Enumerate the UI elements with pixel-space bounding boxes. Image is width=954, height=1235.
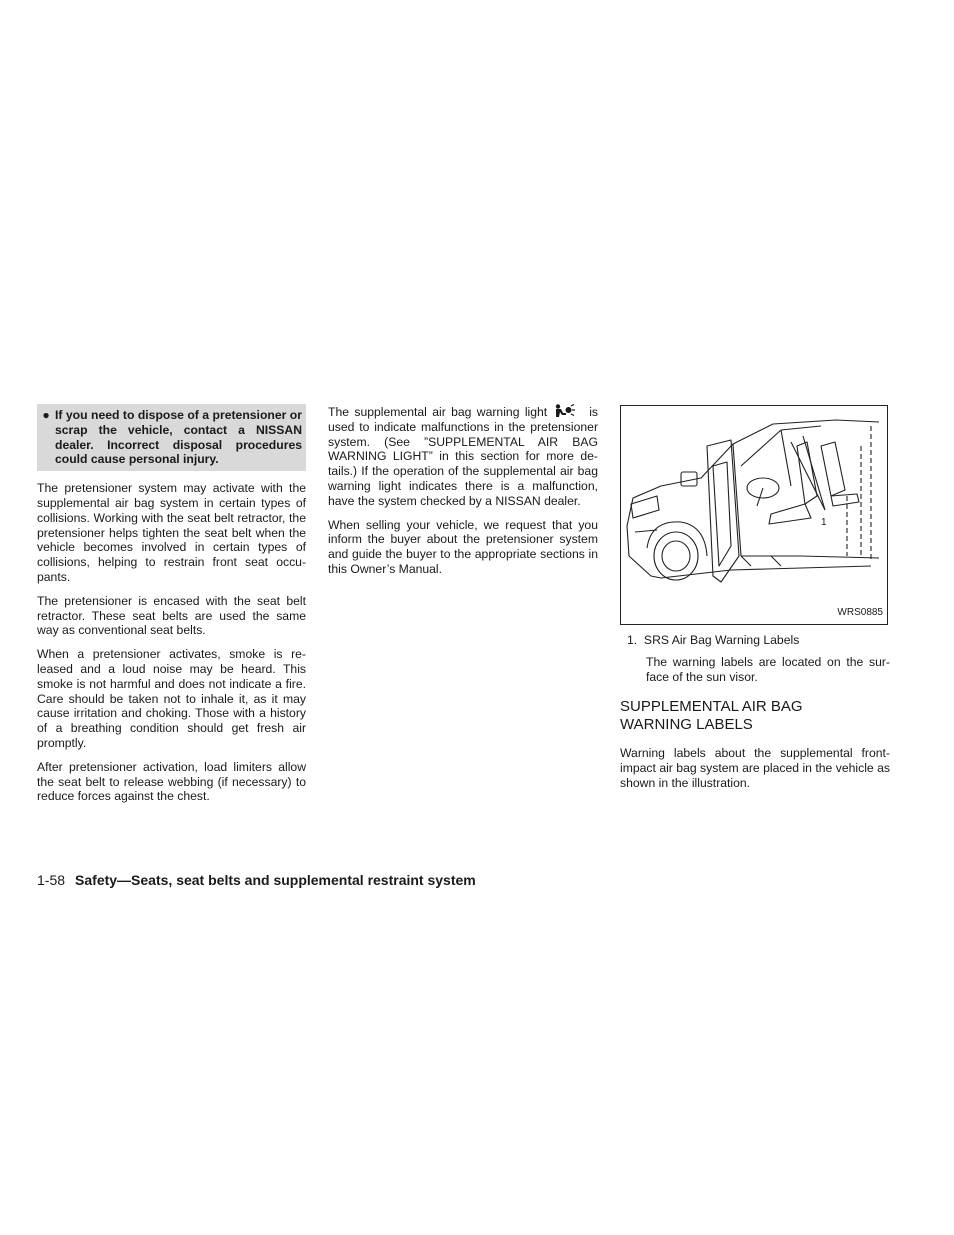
bullet-icon: ● xyxy=(42,408,50,422)
figure-caption: 1. SRS Air Bag Warning Labels xyxy=(627,633,800,647)
paragraph xyxy=(328,404,598,509)
left-column xyxy=(37,404,306,813)
paragraph: When a pretensioner activates, smoke is re-leased and a loud noise may be heard. This smoke is not harmful and does not indicate a fire. Care should be taken not to inhale it, as it may cause irritation and choking. Those with a history of a breathing condition should get fresh air promptly. xyxy=(37,647,306,750)
vehicle-illustration xyxy=(620,405,888,625)
warning-box xyxy=(37,404,306,471)
paragraph-text: The supplemental air bag warning light xyxy=(328,405,548,419)
vehicle-interior-drawing xyxy=(621,406,889,626)
paragraph: Warning labels about the supplemental front-impact air bag system are placed in the vehicle as shown in the illustration. xyxy=(620,746,890,790)
page-number: 1-58 xyxy=(37,872,66,888)
page-footer xyxy=(37,872,476,888)
section-heading-line: SUPPLEMENTAL AIR BAG xyxy=(620,698,803,716)
chapter-title: Safety—Seats, seat belts and supplemental restraint system xyxy=(75,872,476,888)
paragraph: The pretensioner system may activate with the supplemental air bag system in certain types of collisions. Working with the seat belt retractor, the pretensioner helps tighten the seat belt when the vehicle becomes involved in certain types of collisions, helping to restrain front seat occu-pants. xyxy=(37,481,306,584)
middle-column xyxy=(328,404,598,586)
paragraph: The pretensioner is encased with the seat belt retractor. These seat belts are used the same way as conventional seat belts. xyxy=(37,593,306,638)
paragraph-text: is used to indicate malfunctions in the pretensioner system. (See ”SUPPLEMENTAL AIR BAG WARNING LIGHT” in this section for more de-tails.) If the operation of the supplemental air bag warning light indicates there is a malfunction, have the system checked by a NISSAN dealer. xyxy=(328,405,598,508)
paragraph: When selling your vehicle, we request that you inform the buyer about the pretensioner system and guide the buyer to the appropriate sections in this Owner’s Manual. xyxy=(328,517,598,576)
caption-note: The warning labels are located on the sur-face of the sun visor. xyxy=(646,654,890,684)
paragraph: After pretensioner activation, load limiters allow the seat belt to release webbing (if necessary) to reduce forces against the chest. xyxy=(37,759,306,804)
right-column xyxy=(620,404,890,800)
airbag-warning-light-icon xyxy=(553,404,575,418)
warning-text: If you need to dispose of a pretensioner or scrap the vehicle, contact a NISSAN dealer. Incorrect disposal procedures could cause personal injury. xyxy=(55,408,302,467)
section-heading xyxy=(620,698,890,733)
figure-callout-label: 1 xyxy=(821,517,827,528)
section-heading-line: WARNING LABELS xyxy=(620,715,753,733)
figure-code: WRS0885 xyxy=(837,607,883,619)
